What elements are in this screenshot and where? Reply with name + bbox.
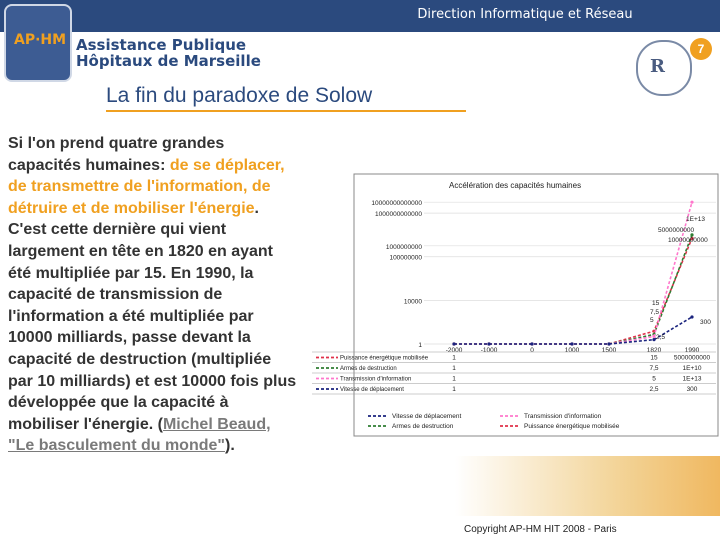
table-series-name: Vitesse de déplacement bbox=[340, 387, 404, 393]
legend-label: Vitesse de déplacement bbox=[392, 413, 462, 420]
x-tick-label: -1000 bbox=[480, 347, 498, 354]
y-tick-label: 1000000000 bbox=[385, 243, 422, 251]
point-label: 2,5 bbox=[656, 334, 666, 341]
x-tick-label: 0 bbox=[530, 347, 534, 354]
table-series-name: Transmission d'information bbox=[340, 376, 412, 383]
data-point bbox=[690, 201, 693, 204]
brand-line-2: Hôpitaux de Marseille bbox=[76, 52, 261, 70]
slide-body bbox=[8, 133, 298, 457]
y-tick-label: 10000 bbox=[403, 298, 422, 306]
body-end: ). bbox=[224, 437, 235, 455]
y-tick-label: 10000000000000 bbox=[371, 200, 422, 208]
chart-title: Accélération des capacités humaines bbox=[449, 181, 582, 190]
source-link[interactable]: Michel Beaud, "Le basculement du monde" bbox=[8, 415, 271, 455]
table-cell: 1 bbox=[452, 386, 456, 393]
y-tick-label: 1000000000000 bbox=[375, 211, 422, 219]
table-cell: 5000000000 bbox=[673, 354, 711, 362]
legend-label: Puissance énergétique mobilisée bbox=[524, 423, 620, 430]
table-series-name: Puissance énergétique mobilisée bbox=[340, 355, 429, 362]
title-underline bbox=[106, 110, 466, 112]
table-series-name: Armes de destruction bbox=[340, 366, 397, 372]
point-label: 15 bbox=[652, 300, 660, 307]
x-tick-label: -2000 bbox=[445, 347, 463, 354]
logo-text: AP·HM bbox=[14, 32, 67, 48]
data-point bbox=[452, 342, 455, 345]
data-point bbox=[487, 342, 490, 345]
data-point bbox=[607, 342, 610, 345]
data-point bbox=[530, 342, 533, 345]
chart-container bbox=[304, 172, 720, 440]
decorative-gradient bbox=[455, 456, 720, 516]
legend-label: Transmission d'information bbox=[524, 413, 602, 420]
x-tick-label: 1500 bbox=[601, 347, 617, 354]
x-tick-label: 1000 bbox=[564, 347, 580, 354]
seal-letter: R bbox=[650, 56, 665, 77]
table-cell: 2,5 bbox=[649, 386, 659, 393]
y-tick-label: 1 bbox=[418, 342, 422, 349]
point-label: 5 bbox=[650, 317, 654, 324]
body-highlight: de se déplacer, de transmettre de l'information, de détruire et de mobiliser l'énergie bbox=[8, 156, 285, 217]
x-tick-label: 1820 bbox=[646, 347, 662, 354]
x-tick-label: 1990 bbox=[684, 347, 700, 354]
y-tick-label: 100000000 bbox=[389, 254, 422, 262]
table-cell: 15 bbox=[650, 354, 658, 362]
body-rest: . C'est cette dernière qui vient largement en tête en 1820 en ayant été multipliée par 15. En 1990, la capacité de transmission de l'information a été multipliée par 10000 milliards, passe devant la capacité de destruction (multipliée par 10 milliards) et est 10000 fois plus développée que la capacité à mobiliser l'énergie. ( bbox=[8, 199, 297, 433]
chart-svg bbox=[304, 172, 720, 440]
legend-label: Armes de destruction bbox=[392, 423, 454, 430]
point-label: 7,5 bbox=[650, 309, 660, 316]
slide-title: La fin du paradoxe de Solow bbox=[106, 84, 373, 107]
table-cell: 7,5 bbox=[649, 365, 659, 372]
table-cell: 1 bbox=[452, 365, 456, 372]
table-cell: 1 bbox=[452, 375, 456, 383]
data-point bbox=[690, 315, 693, 318]
aphm-logo bbox=[4, 4, 72, 82]
table-cell: 1 bbox=[452, 354, 456, 362]
table-cell: 5 bbox=[652, 375, 656, 383]
point-label: 5000000000 bbox=[658, 227, 695, 234]
point-label: 300 bbox=[700, 319, 711, 326]
header-bar bbox=[0, 0, 720, 32]
data-point bbox=[570, 342, 573, 345]
page-number-badge: 7 bbox=[690, 38, 712, 60]
point-label: 10000000000 bbox=[668, 237, 708, 244]
footer-copyright: Copyright AP-HM HIT 2008 - Paris bbox=[464, 524, 617, 535]
table-cell: 300 bbox=[686, 386, 698, 393]
body-intro: Si l'on prend quatre grandes capacités humaines: bbox=[8, 135, 225, 174]
table-cell: 1E+10 bbox=[682, 365, 702, 372]
table-cell: 1E+13 bbox=[682, 375, 702, 383]
brand-line-1: Assistance Publique bbox=[76, 36, 247, 54]
certification-seal bbox=[636, 40, 692, 96]
header-title: Direction Informatique et Réseau bbox=[417, 7, 633, 22]
point-label: 1E+13 bbox=[686, 216, 705, 223]
